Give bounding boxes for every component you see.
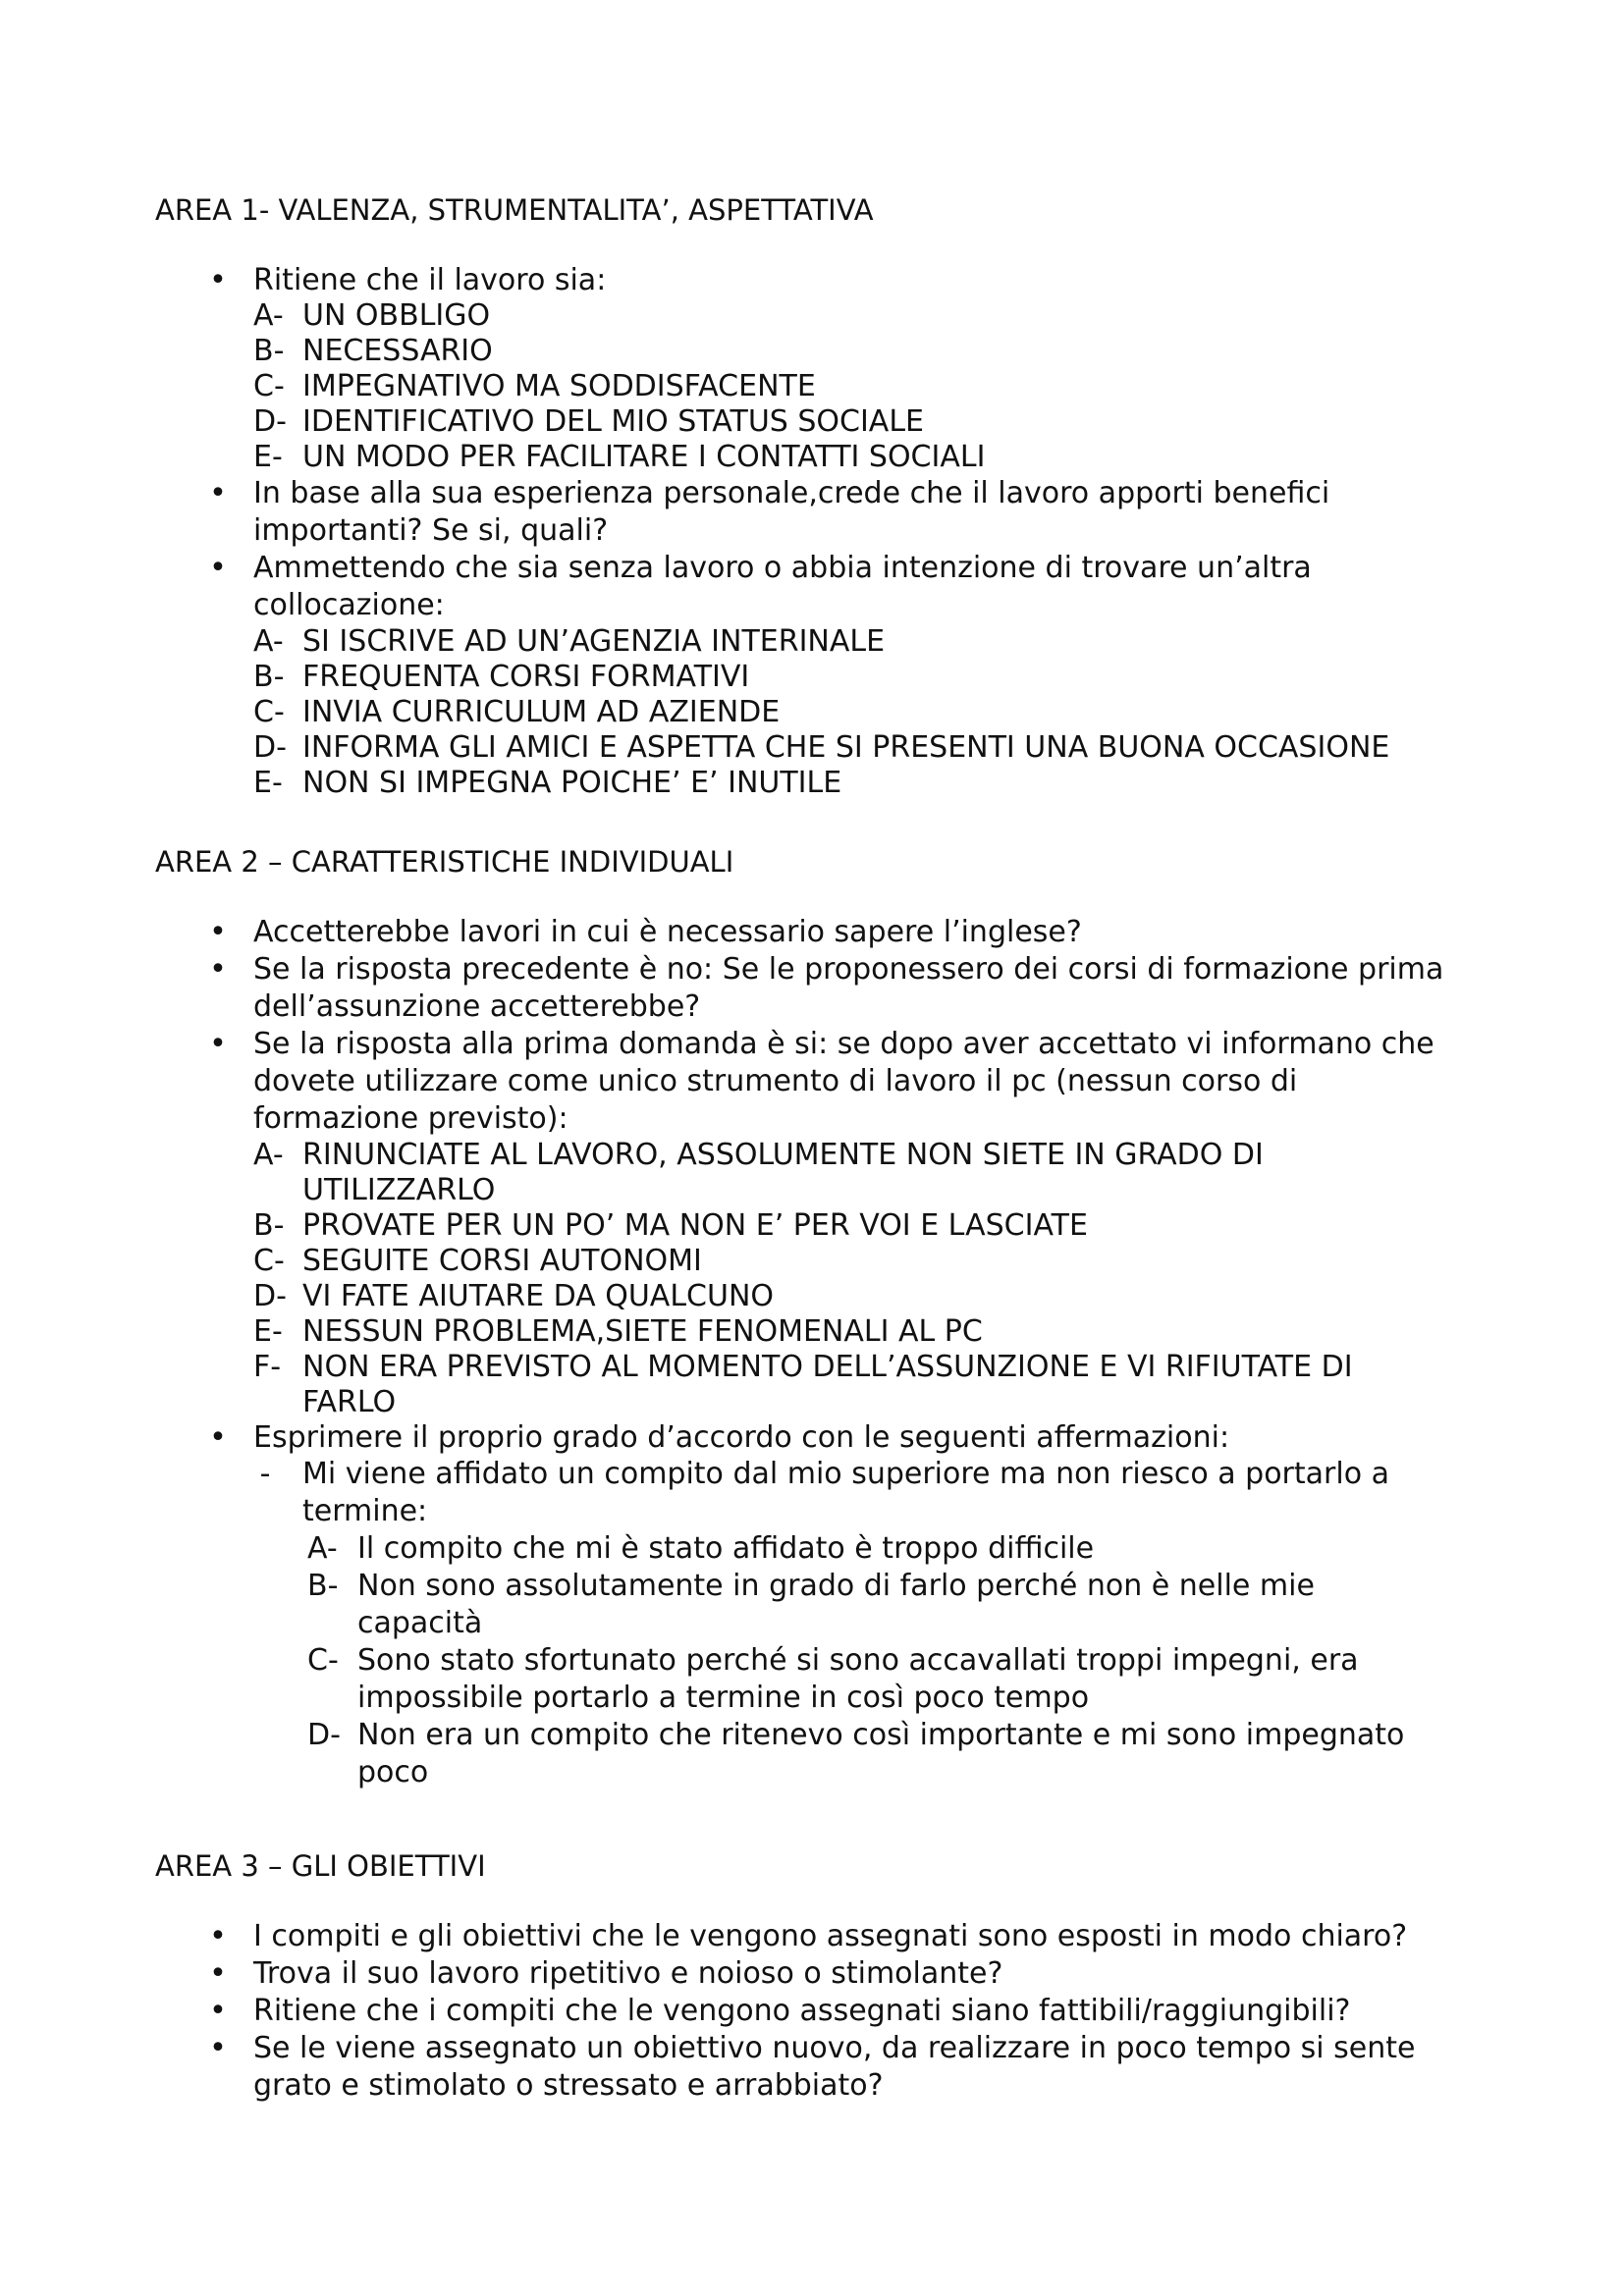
option-text: PROVATE PER UN PO’ MA NON E’ PER VOI E LASCIATE: [302, 1208, 1088, 1243]
option-label: D-: [307, 1718, 341, 1752]
bullet-icon: •: [209, 915, 227, 949]
option-text: poco: [357, 1755, 429, 1789]
option-label: D-: [253, 730, 287, 765]
option-text: capacità: [357, 1606, 483, 1640]
list-item: [0, 2030, 1623, 2067]
option-text: impossibile portarlo a termine in così poco tempo: [357, 1681, 1090, 1715]
option-text: NESSUN PROBLEMA,SIETE FENOMENALI AL PC: [302, 1314, 983, 1349]
option: [0, 1208, 1623, 1244]
option-label: B-: [307, 1569, 339, 1603]
option-text: VI FATE AIUTARE DA QUALCUNO: [302, 1279, 774, 1313]
option-label: A-: [253, 624, 284, 659]
list-item: [0, 550, 1623, 587]
question-text: dovete utilizzare come unico strumento di lavoro il pc (nessun corso di: [253, 1064, 1298, 1098]
list-item: [0, 951, 1623, 988]
question-text: Ritiene che il lavoro sia:: [253, 263, 607, 297]
option: [0, 1568, 1623, 1605]
question-continuation: [0, 587, 1623, 624]
option-text: NON ERA PREVISTO AL MOMENTO DELL’ASSUNZIONE E VI RIFIUTATE DI: [302, 1350, 1353, 1384]
option: [0, 440, 1623, 475]
option: [0, 1314, 1623, 1350]
option: [0, 404, 1623, 440]
list-item: [0, 475, 1623, 512]
sub-item-text: Mi viene affidato un compito dal mio superiore ma non riesco a portarlo a: [302, 1457, 1389, 1491]
option-text: RINUNCIATE AL LAVORO, ASSOLUMENTE NON SIETE IN GRADO DI: [302, 1138, 1264, 1172]
list-item: [0, 1918, 1623, 1955]
bullet-icon: •: [209, 1919, 227, 1953]
question-text: Esprimere il proprio grado d’accordo con le seguenti affermazioni:: [253, 1420, 1230, 1455]
list-item: [0, 263, 1623, 298]
option-continuation: [0, 1605, 1623, 1642]
sub-item: [0, 1456, 1623, 1493]
option-continuation: [0, 1385, 1623, 1420]
bullet-icon: •: [209, 1956, 227, 1991]
option-label: C-: [253, 1244, 285, 1278]
sub-item-continuation: [0, 1493, 1623, 1530]
question-text: Ritiene che i compiti che le vengono assegnati siano fattibili/raggiungibili?: [253, 1994, 1351, 2028]
option-label: B-: [253, 1208, 285, 1243]
option-label: E-: [253, 440, 283, 474]
bullet-icon: •: [209, 1027, 227, 1061]
option-text: INVIA CURRICULUM AD AZIENDE: [302, 695, 781, 729]
option: [0, 660, 1623, 695]
area2-heading: AREA 2 – CARATTERISTICHE INDIVIDUALI: [155, 845, 734, 879]
question-continuation: [0, 1100, 1623, 1138]
option-text: IMPEGNATIVO MA SODDISFACENTE: [302, 369, 816, 403]
question-continuation: [0, 1063, 1623, 1100]
sub-item-text: termine:: [302, 1494, 428, 1528]
question-text: grato e stimolato o stressato e arrabbiato?: [253, 2068, 884, 2103]
bullet-icon: •: [209, 1420, 227, 1455]
option: [0, 766, 1623, 801]
question-text: Se le viene assegnato un obiettivo nuovo, da realizzare in poco tempo si sente: [253, 2031, 1416, 2065]
option: [0, 695, 1623, 730]
option: [0, 730, 1623, 766]
list-item: [0, 914, 1623, 951]
option-text: SEGUITE CORSI AUTONOMI: [302, 1244, 702, 1278]
question-text: Trova il suo lavoro ripetitivo e noioso o stimolante?: [253, 1956, 1003, 1991]
question-text: Ammettendo che sia senza lavoro o abbia intenzione di trovare un’altra: [253, 551, 1312, 585]
question-text: formazione previsto):: [253, 1101, 568, 1136]
area3-list: [0, 1918, 1623, 2105]
option-text: NON SI IMPEGNA POICHE’ E’ INUTILE: [302, 766, 842, 800]
option: [0, 1279, 1623, 1314]
option-text: UN MODO PER FACILITARE I CONTATTI SOCIALI: [302, 440, 986, 474]
option: [0, 1138, 1623, 1173]
option-text: NECESSARIO: [302, 334, 493, 368]
question-continuation: [0, 988, 1623, 1026]
list-item: [0, 1026, 1623, 1063]
option-label: A-: [253, 298, 284, 333]
option-text: SI ISCRIVE AD UN’AGENZIA INTERINALE: [302, 624, 886, 659]
question-text: dell’assunzione accetterebbe?: [253, 989, 701, 1024]
bullet-icon: •: [209, 476, 227, 510]
question-text: Se la risposta alla prima domanda è si: se dopo aver accettato vi informano che: [253, 1027, 1434, 1061]
question-text: Accetterebbe lavori in cui è necessario sapere l’inglese?: [253, 915, 1082, 949]
bullet-icon: •: [209, 263, 227, 297]
bullet-icon: •: [209, 2031, 227, 2065]
option: [0, 369, 1623, 404]
option-label: A-: [307, 1531, 338, 1566]
option-text: Sono stato sfortunato perché si sono accavallati troppi impegni, era: [357, 1643, 1359, 1678]
question-continuation: [0, 2067, 1623, 2105]
option-text: Non era un compito che ritenevo così importante e mi sono impegnato: [357, 1718, 1405, 1752]
option-text: Non sono assolutamente in grado di farlo perché non è nelle mie: [357, 1569, 1315, 1603]
option-text: FARLO: [302, 1385, 397, 1419]
question-text: In base alla sua esperienza personale,crede che il lavoro apporti benefici: [253, 476, 1330, 510]
option-label: D-: [253, 1279, 287, 1313]
option-text: UTILIZZARLO: [302, 1173, 496, 1207]
bullet-icon: •: [209, 952, 227, 987]
bullet-icon: •: [209, 551, 227, 585]
option-text: FREQUENTA CORSI FORMATIVI: [302, 660, 750, 694]
question-text: I compiti e gli obiettivi che le vengono assegnati sono esposti in modo chiaro?: [253, 1919, 1408, 1953]
dash-marker: -: [259, 1457, 271, 1491]
option-label: C-: [307, 1643, 339, 1678]
option-label: F-: [253, 1350, 282, 1384]
area1-list: [0, 263, 1623, 801]
option-text: Il compito che mi è stato affidato è troppo difficile: [357, 1531, 1095, 1566]
option: [0, 624, 1623, 660]
option: [0, 1350, 1623, 1385]
option-label: E-: [253, 766, 283, 800]
area1-heading: AREA 1- VALENZA, STRUMENTALITA’, ASPETTATIVA: [155, 193, 874, 227]
option-label: C-: [253, 369, 285, 403]
option-label: B-: [253, 660, 285, 694]
option-label: B-: [253, 334, 285, 368]
question-text: Se la risposta precedente è no: Se le proponessero dei corsi di formazione prima: [253, 952, 1444, 987]
option-text: IDENTIFICATIVO DEL MIO STATUS SOCIALE: [302, 404, 925, 439]
list-item: [0, 1993, 1623, 2030]
option: [0, 334, 1623, 369]
option: [0, 1530, 1623, 1568]
question-text: collocazione:: [253, 588, 445, 622]
question-continuation: [0, 512, 1623, 550]
option: [0, 298, 1623, 334]
option-label: D-: [253, 404, 287, 439]
option-label: E-: [253, 1314, 283, 1349]
option-label: C-: [253, 695, 285, 729]
option-continuation: [0, 1680, 1623, 1717]
area3-heading: AREA 3 – GLI OBIETTIVI: [155, 1849, 486, 1883]
area2-list: [0, 914, 1623, 1791]
option-label: A-: [253, 1138, 284, 1172]
option-text: UN OBBLIGO: [302, 298, 491, 333]
option: [0, 1244, 1623, 1279]
list-item: [0, 1955, 1623, 1993]
bullet-icon: •: [209, 1994, 227, 2028]
option-continuation: [0, 1754, 1623, 1791]
option-text: INFORMA GLI AMICI E ASPETTA CHE SI PRESENTI UNA BUONA OCCASIONE: [302, 730, 1390, 765]
option-continuation: [0, 1173, 1623, 1208]
option: [0, 1642, 1623, 1680]
option: [0, 1717, 1623, 1754]
list-item: [0, 1420, 1623, 1456]
question-text: importanti? Se si, quali?: [253, 513, 609, 548]
